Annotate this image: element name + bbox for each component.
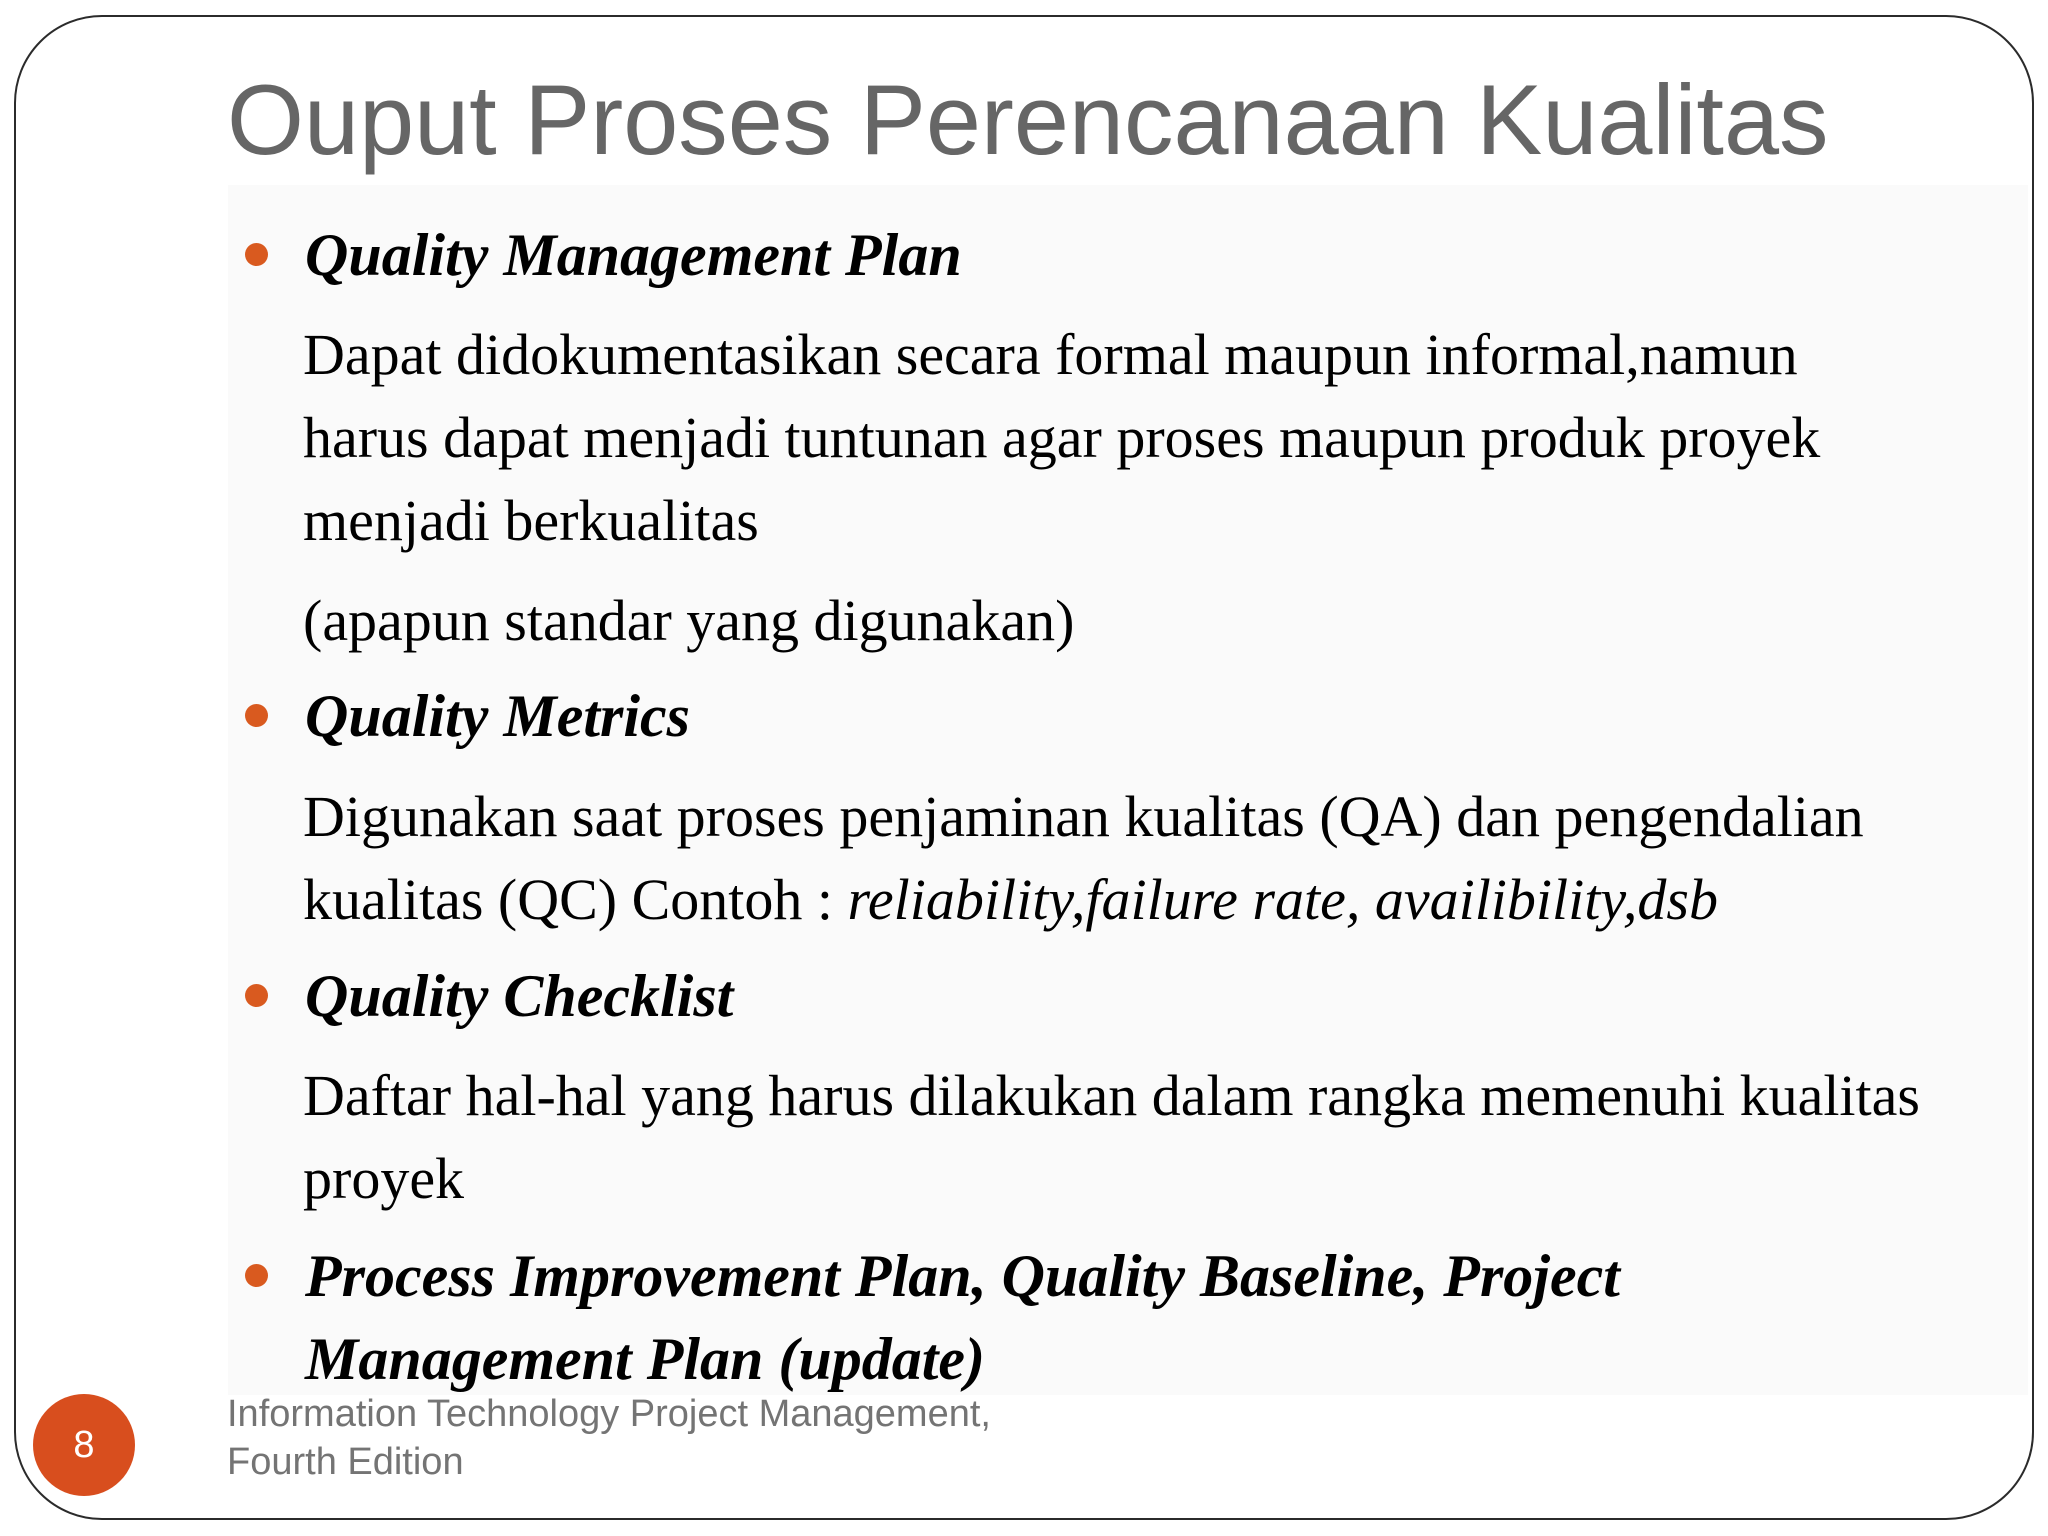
bullet-body-line: Daftar hal-hal yang harus dilakukan dalam rangka memenuhi kualitas <box>303 1063 1920 1128</box>
bullet-heading-quality-checklist: Quality Checklist <box>305 963 734 1029</box>
footer-line-2: Fourth Edition <box>227 1441 464 1483</box>
bullet-heading-continuation: Management Plan (update) <box>305 1326 986 1392</box>
bullet-body-line <box>303 858 1718 941</box>
bullet-body-examples: reliability,failure rate, availibility,dsb <box>847 867 1718 932</box>
bullet-dot <box>245 1264 268 1287</box>
bullet-heading-quality-management-plan: Quality Management Plan <box>305 222 962 288</box>
bullet-body-line: Digunakan saat proses penjaminan kualitas (QA) dan pengendalian <box>303 784 1864 849</box>
bullet-body-note: (apapun standar yang digunakan) <box>303 588 1075 653</box>
footer-text <box>227 1390 991 1486</box>
bullet-dot <box>245 984 268 1007</box>
page-number-badge: 8 <box>33 1394 135 1496</box>
bullet-body-prefix: kualitas (QC) Contoh : <box>303 867 848 932</box>
bullet-heading-process-improvement-plan: Process Improvement Plan, Quality Baseline, Project <box>305 1243 1620 1309</box>
bullet-body-line: harus dapat menjadi tuntunan agar proses maupun produk proyek <box>303 405 1821 470</box>
footer-line-1: Information Technology Project Management, <box>227 1393 991 1435</box>
bullet-heading-quality-metrics: Quality Metrics <box>305 683 690 749</box>
bullet-dot <box>245 704 268 727</box>
bullet-dot <box>245 243 268 266</box>
bullet-body-line: proyek <box>303 1146 465 1211</box>
bullet-body-line: Dapat didokumentasikan secara formal maupun informal,namun <box>303 322 1798 387</box>
bullet-body-line: menjadi berkualitas <box>303 488 759 553</box>
slide-title: Ouput Proses Perencanaan Kualitas <box>227 64 1829 175</box>
